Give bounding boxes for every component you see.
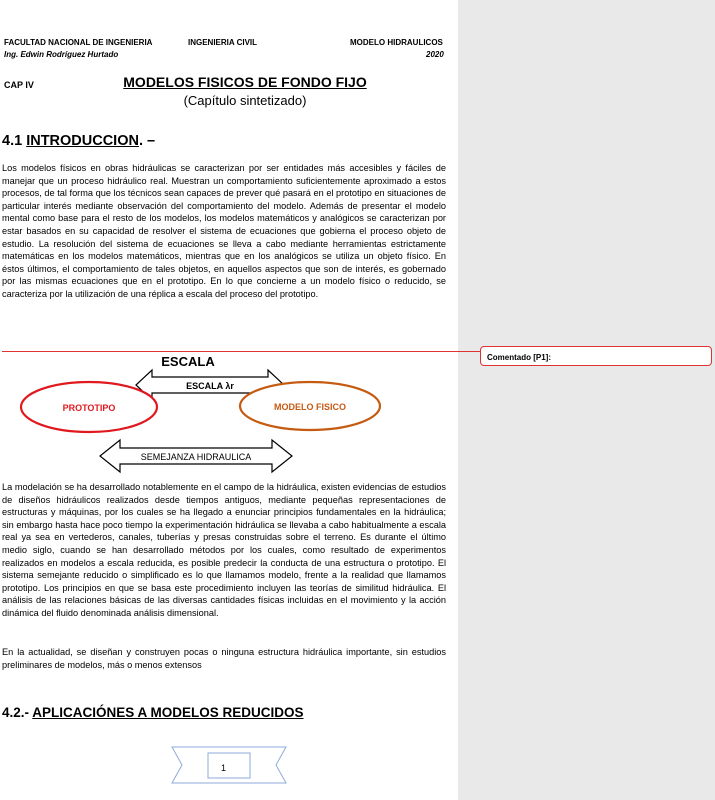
intro-paragraph: Los modelos físicos en obras hidráulicas se caracterizan por ser entidades más accesibles y fáciles de manejar que un proceso hidráulico real. Muestran un comportamiento suficientemente aproximado a estos procesos, de tal forma que los técnicos sean capaces de prever qué pasará en el prototipo en situaciones de particular interés mediante observación del comportamiento del modelo. Además de presentar el modelo mental como base para el resto de los modelos, los modelos matemáticos y analógicos se caracterizan por estar basados en su capacidad de resolver el sistema de ecuaciones que gobierna el proceso objeto de estudio. La resolución del sistema de ecuaciones se lleva a cabo mediante herramientas estrictamente matemáticas en los modelos matemáticos, mientras que en los analógicos se utiliza un objeto físico. En éstos últimos, el comportamiento de tales objetos, en aquellos aspectos que son de interés, es gobernado por las mismas ecuaciones que en el prototipo. En lo que concierne a un modelo físico o reducido, se caracteriza por la utilización de una réplica a escala del proceso del prototipo. [2, 163, 446, 299]
chapter-subtitle: (Capítulo sintetizado) [183, 93, 307, 108]
section-heading-introduccion [2, 133, 155, 149]
comment-anchor-line [2, 351, 480, 352]
comment-margin-panel [458, 0, 715, 800]
diagram-prototype-label: PROTOTIPO [62, 403, 116, 413]
header-year: 2020 [426, 50, 444, 59]
header-author: Ing. Edwin Rodríguez Hurtado [4, 50, 119, 59]
diagram-scale-title: ESCALA [161, 354, 215, 369]
section-heading-aplicaciones [2, 705, 304, 720]
diagram-similarity-label: SEMEJANZA HIDRAULICA [140, 452, 252, 462]
section-suffix: . – [138, 133, 156, 149]
section-title: APLICACIÓNES A MODELOS REDUCIDOS [32, 705, 304, 720]
header-faculty: FACULTAD NACIONAL DE INGENIERIA [4, 38, 153, 47]
chapter-title: MODELOS FISICOS DE FONDO FIJO [123, 74, 367, 90]
diagram-scale-arrow-label: ESCALA λr [186, 381, 234, 391]
section-title: INTRODUCCION [26, 133, 139, 149]
diagram-model-label: MODELO FISICO [274, 402, 346, 412]
current-paragraph: En la actualidad, se diseñan y construyen pocas o ninguna estructura hidráulica importante, sin estudios preliminares de modelos, más o menos extensos [2, 647, 446, 670]
page-number: 1 [221, 763, 227, 773]
section-number: 4.2.- [2, 705, 33, 720]
comment-label: Comentado [P1]: [487, 353, 551, 362]
comment-bubble[interactable] [480, 346, 712, 366]
history-paragraph: La modelación se ha desarrollado notablemente en el campo de la hidráulica, existen evidencias de estudios de diseños hidráulicos realizados desde tiempos antiguos, mediante pequeñas representaciones de estructuras y máquinas, por los cuales se ha llegado a enunciar principios fundamentales en la hidráulica; sin embargo hasta hace poco tiempo la experimentación hidráulica se llevaba a cabo habitualmente a escala real ya sea en vertederos, canales, tuberías y presas construidas sobre el terreno. Es durante el último medio siglo, cuando se han desarrollado métodos por los cuales, como resultado de experimentos realizados en modelos a escala reducida, es posible predecir la conducta de una estructura o prototipo. El sistema semejante reducido o simplificado es lo que llamamos modelo, frente a la realidad que llamamos prototipo. Los principios en que se basa este procedimiento incluyen las teorías de similitud hidráulica. El análisis de las relaciones básicas de las diversas cantidades físicas incluidas en el movimiento y la acción dinámica del fluido denominada análisis dimensional. [2, 482, 446, 618]
header-course: MODELO HIDRAULICOS [350, 38, 443, 47]
page-number-ribbon [168, 745, 290, 785]
chapter-label: CAP IV [4, 80, 34, 90]
header-career: INGENIERIA CIVIL [188, 38, 258, 47]
scale-diagram [0, 350, 458, 475]
section-number: 4.1 [2, 133, 27, 149]
